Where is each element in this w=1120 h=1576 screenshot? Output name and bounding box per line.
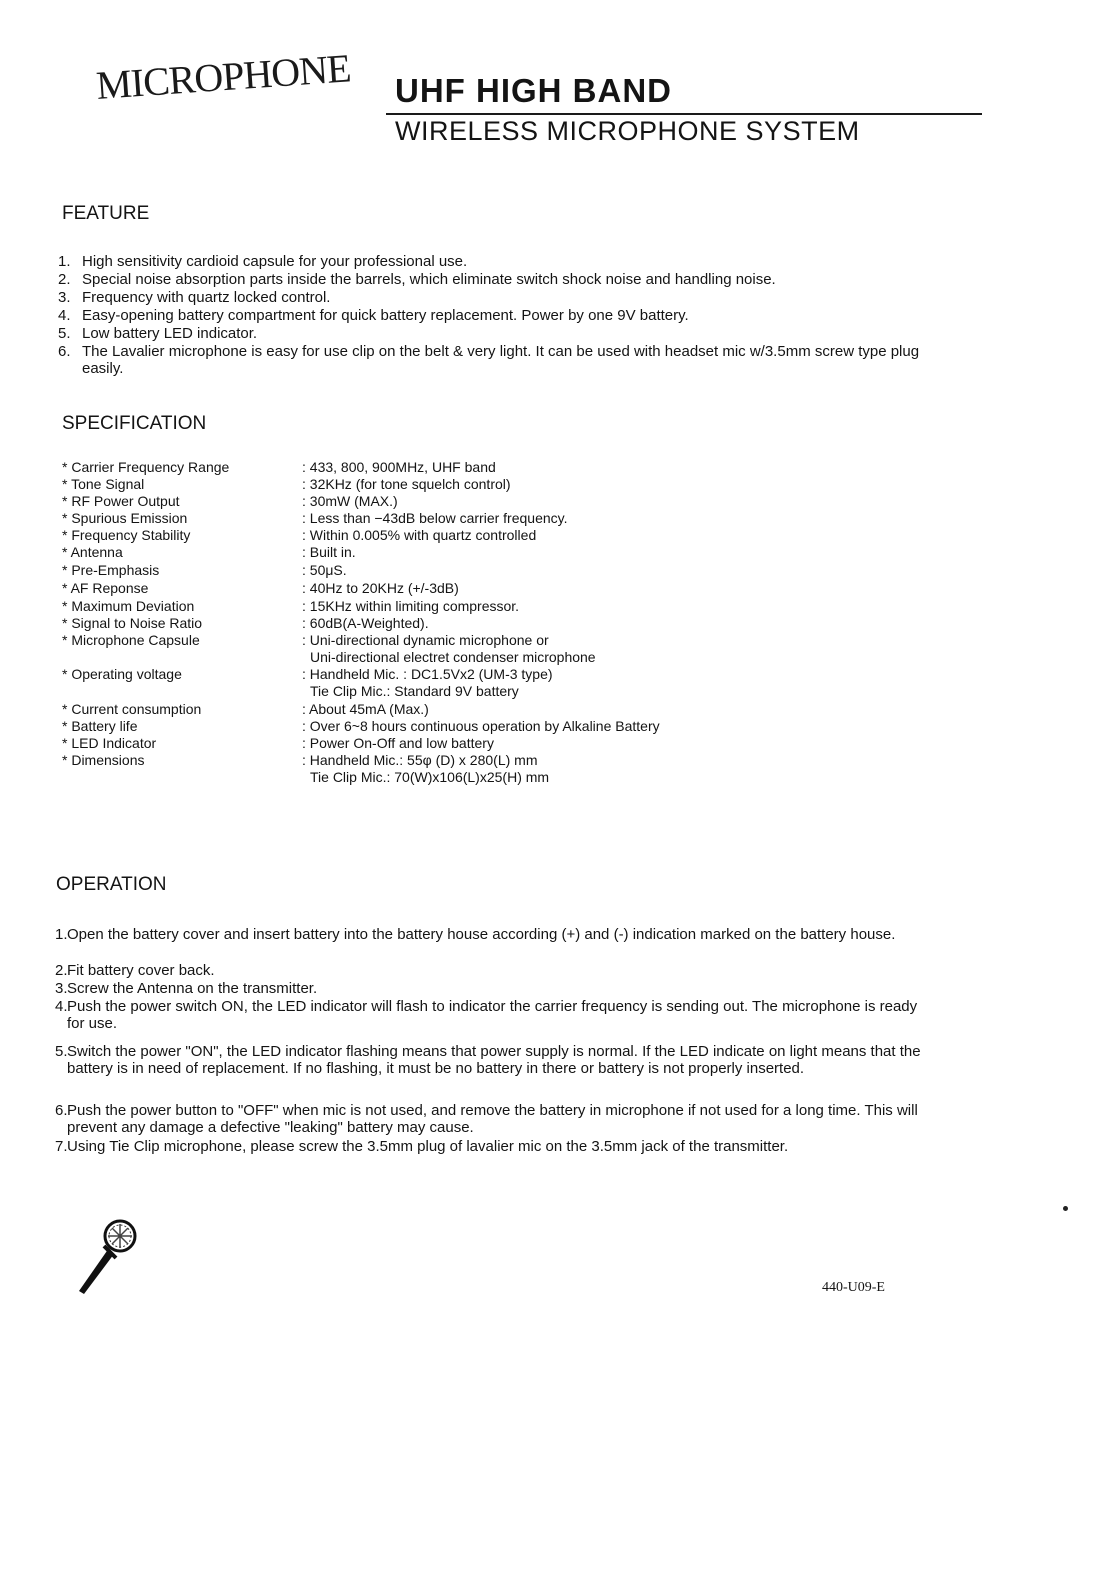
feature-item-1 — [58, 253, 938, 270]
operation-step-4 — [55, 998, 925, 1032]
operation-step-number: 6. — [55, 1102, 68, 1119]
feature-item-2 — [58, 271, 938, 288]
feature-item-number: 1. — [58, 253, 71, 270]
spec-value-continued: Uni-directional electret condenser microphone — [310, 649, 596, 665]
operation-heading: OPERATION — [56, 874, 167, 895]
feature-item-number: 5. — [58, 325, 71, 342]
spec-value: : Less than −43dB below carrier frequency. — [302, 510, 568, 526]
spec-label: * Operating voltage — [62, 666, 182, 682]
spec-value: : 433, 800, 900MHz, UHF band — [302, 459, 496, 475]
spec-label: * Tone Signal — [62, 476, 145, 492]
specification-heading: SPECIFICATION — [62, 413, 207, 434]
operation-step-6 — [55, 1102, 925, 1136]
operation-step-text: Open the battery cover and insert battery into the battery house according (+) and (-) indication marked on the battery house. — [67, 926, 896, 943]
operation-step-number: 4. — [55, 998, 68, 1015]
feature-item-text: Frequency with quartz locked control. — [82, 289, 331, 306]
operation-step-7 — [55, 1138, 925, 1155]
spec-value: : 30mW (MAX.) — [302, 493, 398, 509]
spec-value: : Within 0.005% with quartz controlled — [302, 527, 537, 543]
feature-item-number: 6. — [58, 343, 71, 360]
spec-label: * Signal to Noise Ratio — [62, 615, 203, 631]
operation-step-text: Screw the Antenna on the transmitter. — [67, 980, 318, 997]
feature-item-number: 4. — [58, 307, 71, 324]
document-code: 440-U09-E — [822, 1280, 885, 1295]
feature-item-text: Low battery LED indicator. — [82, 325, 258, 342]
page-subtitle: WIRELESS MICROPHONE SYSTEM — [395, 116, 860, 146]
spec-label: * Microphone Capsule — [62, 632, 200, 648]
operation-step-number: 7. — [55, 1138, 68, 1155]
operation-step-2 — [55, 962, 925, 979]
brand-logo: MICROPHONE — [94, 45, 352, 109]
spec-label: * Battery life — [62, 718, 138, 734]
operation-step-5 — [55, 1043, 925, 1077]
spec-value: : Power On-Off and low battery — [302, 735, 494, 751]
spec-value: : Over 6~8 hours continuous operation by Alkaline Battery — [302, 718, 660, 734]
feature-item-text: The Lavalier microphone is easy for use clip on the belt & very light. It can be used with headset mic w/3.5mm screw type plug easily. — [82, 343, 920, 377]
spec-value: : Handheld Mic.: 55φ (D) x 280(L) mm — [302, 752, 538, 768]
operation-step-3 — [55, 980, 925, 997]
operation-step-number: 2. — [55, 962, 68, 979]
spec-value-continued: Tie Clip Mic.: Standard 9V battery — [310, 683, 519, 699]
spec-value: : Handheld Mic. : DC1.5Vx2 (UM-3 type) — [302, 666, 553, 682]
operation-step-1 — [55, 926, 925, 943]
feature-item-text: High sensitivity cardioid capsule for your professional use. — [82, 253, 468, 270]
spec-label: * Antenna — [62, 544, 123, 560]
spec-value: : About 45mA (Max.) — [302, 701, 429, 717]
spec-label: * Frequency Stability — [62, 527, 191, 543]
spec-value-continued: Tie Clip Mic.: 70(W)x106(L)x25(H) mm — [310, 769, 550, 785]
operation-step-number: 5. — [55, 1043, 68, 1060]
feature-item-6 — [58, 343, 938, 377]
spec-label: * Current consumption — [62, 701, 202, 717]
operation-step-text: Switch the power "ON", the LED indicator flashing means that power supply is normal. If the LED indicate on light means that the battery is in need of replacement. If no flashing, it must be no battery in there or battery is not properly inserted. — [67, 1043, 921, 1077]
spec-label: * LED Indicator — [62, 735, 157, 751]
spec-label: * Carrier Frequency Range — [62, 459, 230, 475]
spec-label: * Spurious Emission — [62, 510, 188, 526]
spec-label: * Pre-Emphasis — [62, 562, 160, 578]
spec-label: * Maximum Deviation — [62, 598, 195, 614]
feature-item-text: Easy-opening battery compartment for quick battery replacement. Power by one 9V battery. — [82, 307, 689, 324]
operation-step-text: Push the power switch ON, the LED indicator will flash to indicator the carrier frequency is sending out. The microphone is ready for use. — [67, 998, 918, 1032]
feature-item-5 — [58, 325, 938, 342]
spec-value: : Uni-directional dynamic microphone or — [302, 632, 549, 648]
spec-value: : 60dB(A-Weighted). — [302, 615, 429, 631]
spec-label: * Dimensions — [62, 752, 145, 768]
scan-speck — [1063, 1206, 1068, 1211]
spec-value: : 15KHz within limiting compressor. — [302, 598, 520, 614]
feature-item-4 — [58, 307, 938, 324]
feature-item-number: 2. — [58, 271, 71, 288]
title-underline — [386, 113, 982, 115]
spec-value: : 50μS. — [302, 562, 347, 578]
feature-item-3 — [58, 289, 938, 306]
microphone-icon — [76, 1218, 156, 1305]
feature-heading: FEATURE — [62, 203, 150, 224]
operation-step-text: Fit battery cover back. — [67, 962, 215, 979]
feature-item-text: Special noise absorption parts inside the barrels, which eliminate switch shock noise and handling noise. — [82, 271, 776, 288]
operation-step-text: Using Tie Clip microphone, please screw the 3.5mm plug of lavalier mic on the 3.5mm jack of the transmitter. — [67, 1138, 789, 1155]
spec-label: * RF Power Output — [62, 493, 180, 509]
operation-step-number: 3. — [55, 980, 68, 997]
spec-value: : Built in. — [302, 544, 356, 560]
spec-value: : 40Hz to 20KHz (+/-3dB) — [302, 580, 459, 596]
operation-step-text: Push the power button to "OFF" when mic is not used, and remove the battery in microphone if not used for a long time. This will prevent any damage a defective "leaking" battery may cause. — [67, 1102, 918, 1136]
operation-step-number: 1. — [55, 926, 68, 943]
spec-label: * AF Reponse — [62, 580, 149, 596]
spec-value: : 32KHz (for tone squelch control) — [302, 476, 511, 492]
page-title: UHF HIGH BAND — [395, 72, 672, 109]
feature-item-number: 3. — [58, 289, 71, 306]
